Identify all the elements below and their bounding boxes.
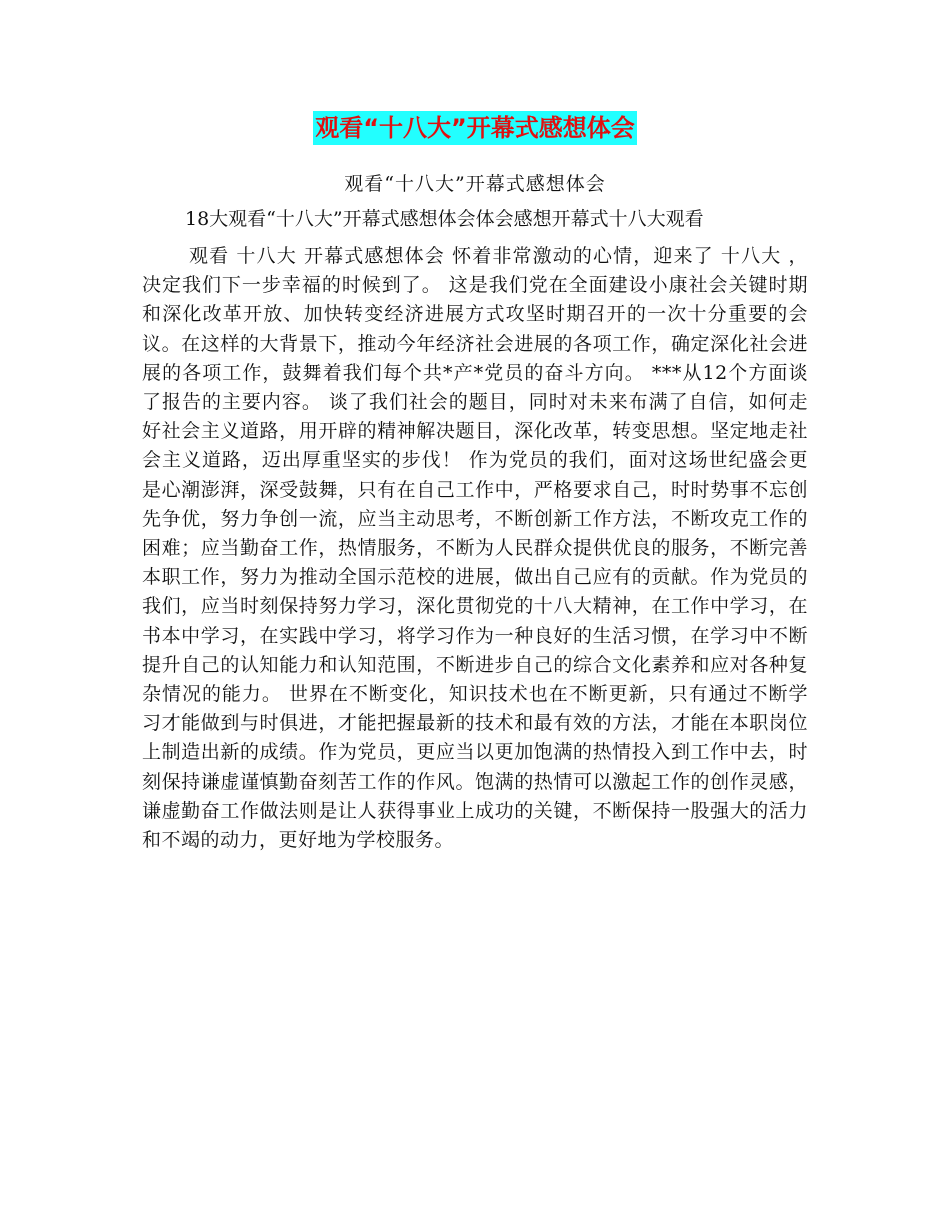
keywords-line: 18大观看“十八大”开幕式感想体会体会感想开幕式十八大观看 xyxy=(185,208,704,230)
title-container xyxy=(0,111,950,145)
page-title: 观看“十八大”开幕式感想体会 xyxy=(313,111,637,145)
body-paragraph: 观看 十八大 开幕式感想体会 怀着非常激动的心情，迎来了 十八大 ， 决定我们下一步幸福的时候到了。 这是我们党在全面建设小康社会关键时期和深化改革开放、加快转变经济进展方式攻坚时期召开的一次十分重要的会议。在这样的大背景下，推动今年经济社会进展的各项工作，确定深化社会进展的各项工作，鼓舞着我们每个共*产*党员的奋斗方向。 ***从12个方面谈了报告的主要内容。 谈了我们社会的题目，同时对未来布满了自信，如何走好社会主义道路，用开辟的精神解决题目，深化改革，转变思想。坚定地走社会主义道路，迈出厚重坚实的步伐！ 作为党员的我们，面对这场世纪盛会更是心潮澎湃，深受鼓舞，只有在自己工作中，严格要求自己，时时势事不忘创先争优，努力争创一流，应当主动思考，不断创新工作方法，不断攻克工作的困难；应当勤奋工作，热情服务，不断为人民群众提供优良的服务，不断完善本职工作，努力为推动全国示范校的进展，做出自己应有的贡献。作为党员的我们，应当时刻保持努力学习，深化贯彻党的十八大精神，在工作中学习，在书本中学习，在实践中学习，将学习作为一种良好的生活习惯，在学习中不断提升自己的认知能力和认知范围，不断进步自己的综合文化素养和应对各种复杂情况的能力。 世界在不断变化，知识技术也在不断更新，只有通过不断学习才能做到与时俱进，才能把握最新的技术和最有效的方法，才能在本职岗位上制造出新的成绩。作为党员，更应当以更加饱满的热情投入到工作中去，时刻保持谦虚谨慎勤奋刻苦工作的作风。饱满的热情可以激起工作的创作灵感，谦虚勤奋工作做法则是让人获得事业上成功的关键，不断保持一股强大的活力和不竭的动力，更好地为学校服务。 xyxy=(142,245,808,852)
document-subtitle: 观看“十八大”开幕式感想体会 xyxy=(344,173,606,195)
